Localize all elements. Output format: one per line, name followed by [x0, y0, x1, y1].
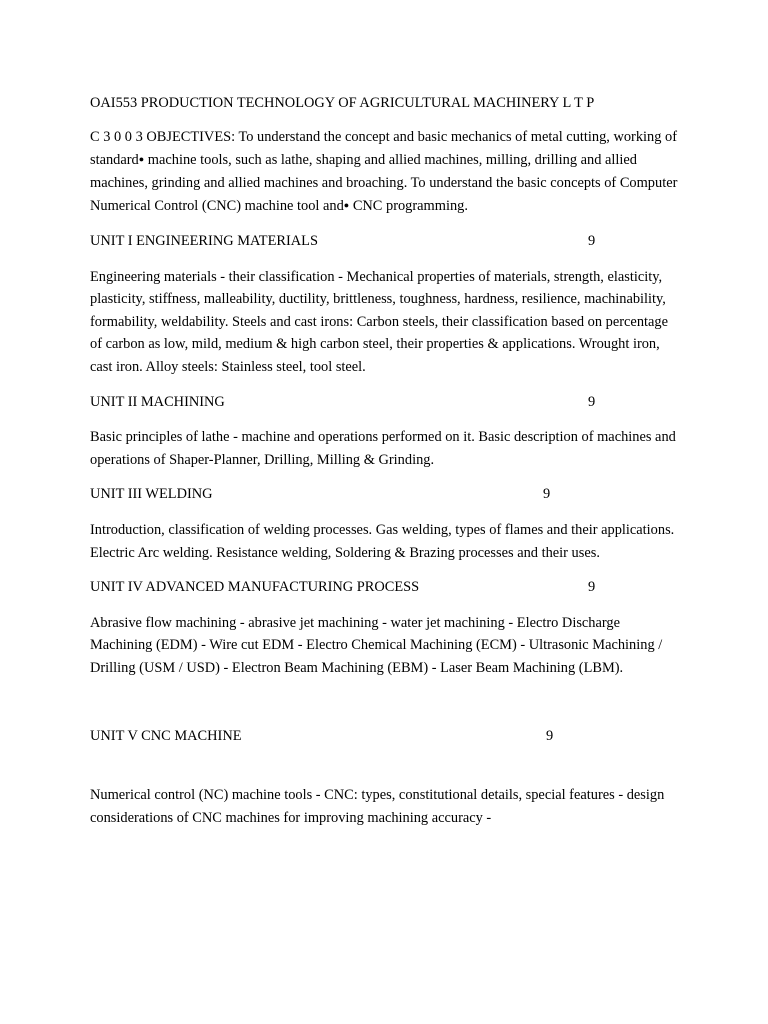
- unit-2-title: UNIT II MACHINING: [90, 393, 225, 410]
- unit-4-title: UNIT IV ADVANCED MANUFACTURING PROCESS: [90, 579, 420, 596]
- course-title: OAI553 PRODUCTION TECHNOLOGY OF AGRICULTURAL MACHINERY L T P: [90, 95, 595, 111]
- unit-3-heading: [90, 483, 682, 506]
- unit-3-title: UNIT III WELDING: [90, 486, 213, 503]
- unit-1-hours: 9: [588, 232, 596, 249]
- unit-5-title: UNIT V CNC MACHINE: [90, 728, 242, 745]
- unit-2-body: Basic principles of lathe - machine and operations performed on it. Basic description of machines and operations of Shaper-Planner, Drilling, Milling & Grinding.: [90, 429, 676, 468]
- objectives-text-2: machine tools, such as lathe, shaping and allied machines, milling, drilling and allied machines, grinding and allied machines and broaching. To understand the basic concepts of Computer Numerical Control (CNC) machine tool and: [90, 152, 678, 215]
- bullet-icon: ●: [343, 200, 350, 211]
- unit-1-heading: [90, 230, 682, 253]
- unit-1-body: Engineering materials - their classification - Mechanical properties of materials, strength, elasticity, plasticity, stiffness, malleability, ductility, brittleness, toughness, hardness, resilience, machinability, formability, weldability. Steels and cast irons: Carbon steels, their classification based on percentage of carbon as low, mild, medium & high carbon steel, their properties & applications. Wrought iron, cast iron. Alloy steels: Stainless steel, tool steel.: [90, 268, 668, 375]
- unit-4-hours: 9: [588, 579, 596, 596]
- unit-3-hours: 9: [543, 486, 551, 503]
- unit-2-heading: [90, 391, 682, 414]
- objectives-text-1: C 3 0 0 3 OBJECTIVES: To understand the concept and basic mechanics of metal cutting, working of standard: [90, 128, 678, 169]
- document-page: [90, 92, 682, 829]
- unit-3-body: Introduction, classification of welding processes. Gas welding, types of flames and their applications. Electric Arc welding. Resistance welding, Soldering & Brazing processes and their uses.: [90, 521, 675, 561]
- unit-5-heading: [90, 725, 682, 748]
- unit-1-title: UNIT I ENGINEERING MATERIALS: [90, 232, 318, 249]
- objectives-paragraph: [90, 126, 682, 218]
- bullet-icon: ●: [138, 154, 145, 165]
- unit-5-body: Numerical control (NC) machine tools - CNC: types, constitutional details, special features - design considerations of CNC machines for improving machining accuracy -: [90, 787, 665, 826]
- unit-5-hours: 9: [546, 728, 554, 745]
- objectives-text-3: CNC programming.: [349, 198, 468, 215]
- unit-4-heading: [90, 576, 682, 599]
- unit-2-hours: 9: [588, 393, 596, 410]
- unit-4-body: Abrasive flow machining - abrasive jet machining - water jet machining - Electro Discharge Machining (EDM) - Wire cut EDM - Electro Chemical Machining (ECM) - Ultrasonic Machining / Drilling (USM / USD) - Electron Beam Machining (EBM) - Laser Beam Machining (LBM).: [90, 614, 663, 676]
